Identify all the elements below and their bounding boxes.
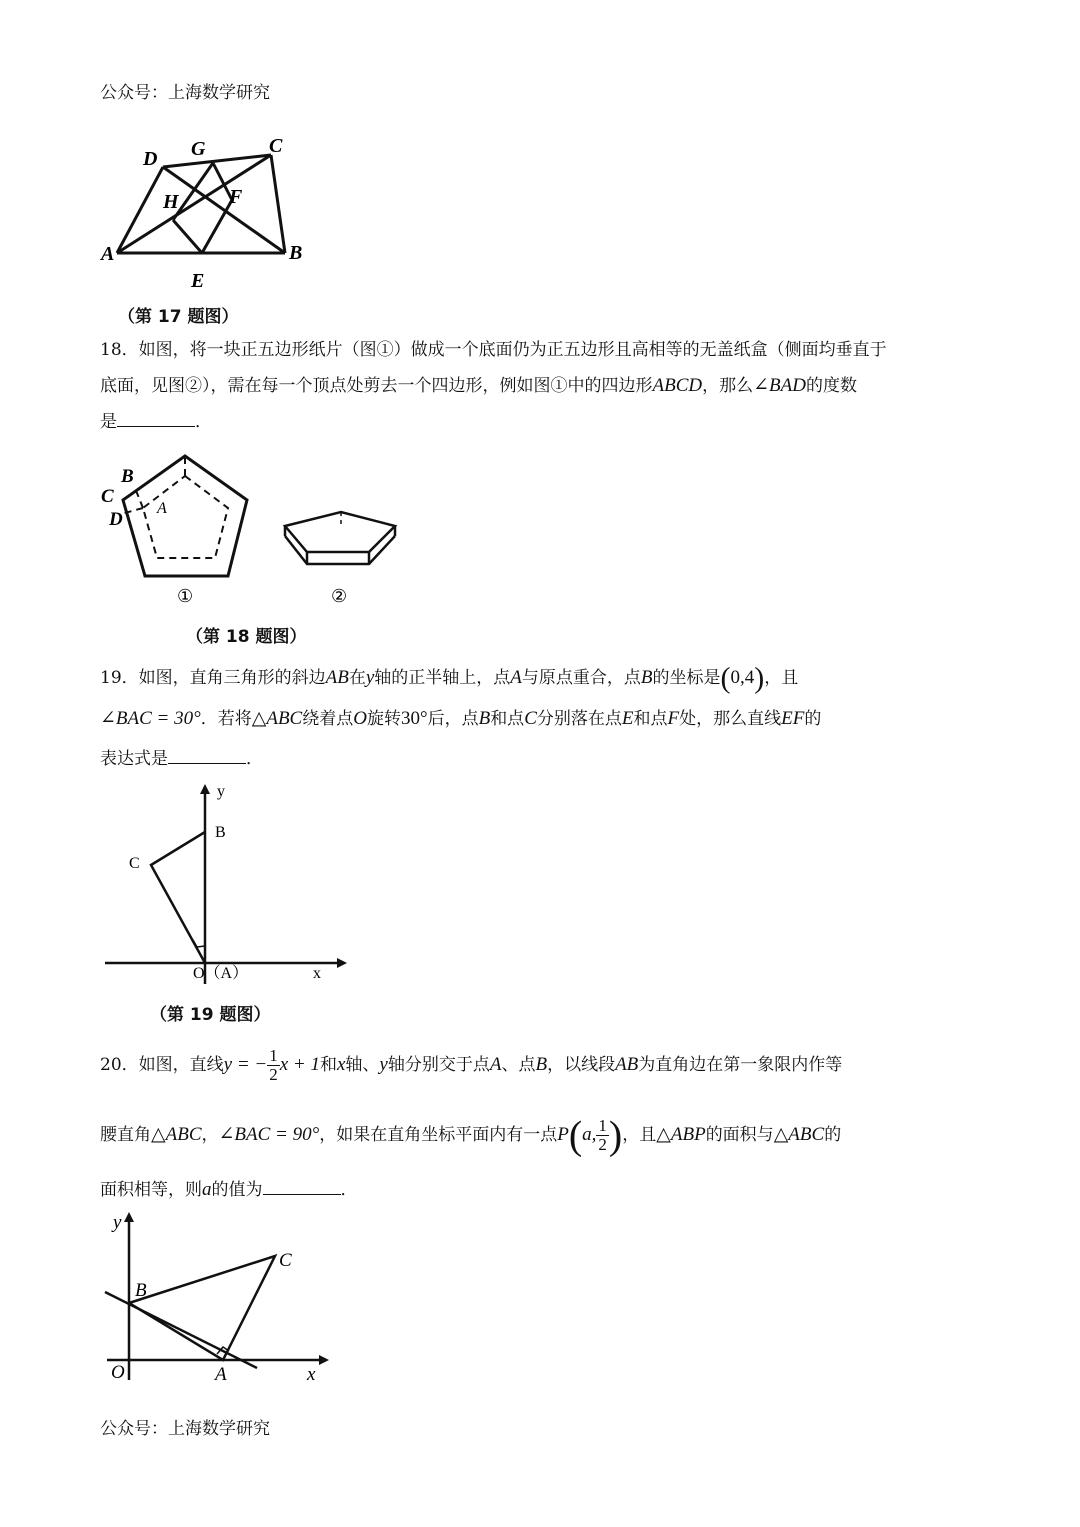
fig20-label-C: C — [279, 1250, 292, 1271]
fig19-label-B: B — [215, 824, 226, 841]
answer-blank-18[interactable] — [117, 412, 195, 427]
fig17-label-B: B — [289, 242, 303, 264]
figure-19 — [95, 782, 355, 992]
fig17-label-C: C — [269, 135, 283, 157]
page-header: 公众号：上海数学研究 — [100, 83, 270, 103]
fig17-label-D: D — [143, 148, 158, 170]
question-18: 18．如图，将一块正五边形纸片（图①）做成一个底面仍为正五边形且高相等的无盖纸盒（侧面均垂直于 底面，见图②），需在每一个顶点处剪去一个四边形，例如图①中的四边形ABCD，那么∠BAD的度数 是 ． — [100, 340, 887, 432]
figure-20 — [95, 1208, 335, 1388]
fig19-label-O: O（A） — [193, 965, 249, 982]
fig20-axis-x: x — [307, 1364, 316, 1385]
fig17-label-E: E — [191, 270, 205, 292]
fig19-axis-x: x — [313, 965, 321, 982]
figure-17 — [95, 125, 325, 295]
fig19-caption: （第 19 题图） — [150, 1005, 271, 1025]
fig18-label-B: B — [121, 466, 134, 487]
fig20-label-O: O — [111, 1362, 125, 1383]
page-footer: 公众号：上海数学研究 — [100, 1419, 270, 1439]
figure-18 — [95, 448, 425, 613]
fig20-label-A: A — [215, 1364, 227, 1385]
fig18-sub1: ① — [177, 586, 194, 606]
question-20: 20．如图，直线y = − $\frac{1}{2}$ x + 1和x轴、y轴分别交于点A、点B，以线段AB为直角边在第一象限内作等 腰直角△ABC，∠BAC = 90°，如果在直角坐标平面内有一点P(a, $\frac{1}{2}$ )，且△ABP的面积与△ABC的 面积相等，则a的值为 ． — [100, 1046, 843, 1200]
fig20-axis-y: y — [113, 1212, 122, 1233]
fig17-label-H: H — [163, 191, 179, 213]
fig17-label-A: A — [101, 243, 115, 265]
q18-line1: 18．如图，将一块正五边形纸片（图①）做成一个底面仍为正五边形且高相等的无盖纸盒（侧面均垂直于 — [100, 340, 887, 360]
answer-blank-20[interactable] — [263, 1180, 341, 1195]
fig19-axis-y: y — [217, 783, 225, 800]
question-19: 19．如图，直角三角形的斜边AB在y轴的正半轴上，点A与原点重合，点B的坐标是(0,4)，且 ∠BAC = 30°．若将△ABC绕着点O旋转30°后，点B和点C分别落在点E和点F处，那么直线EF的 表达式是 ． — [100, 661, 822, 769]
fig18-label-D: D — [109, 509, 123, 530]
fig17-label-G: G — [191, 138, 206, 160]
fig19-label-C: C — [129, 855, 140, 872]
fig20-label-B: B — [135, 1280, 147, 1301]
fig18-label-A: A — [157, 500, 167, 517]
fig17-caption: （第 17 题图） — [118, 307, 239, 327]
fig17-label-F: F — [229, 186, 243, 208]
fig18-caption: （第 18 题图） — [186, 627, 307, 647]
answer-blank-19[interactable] — [168, 749, 246, 764]
fig18-sub2: ② — [331, 586, 348, 606]
fig18-label-C: C — [101, 486, 114, 507]
